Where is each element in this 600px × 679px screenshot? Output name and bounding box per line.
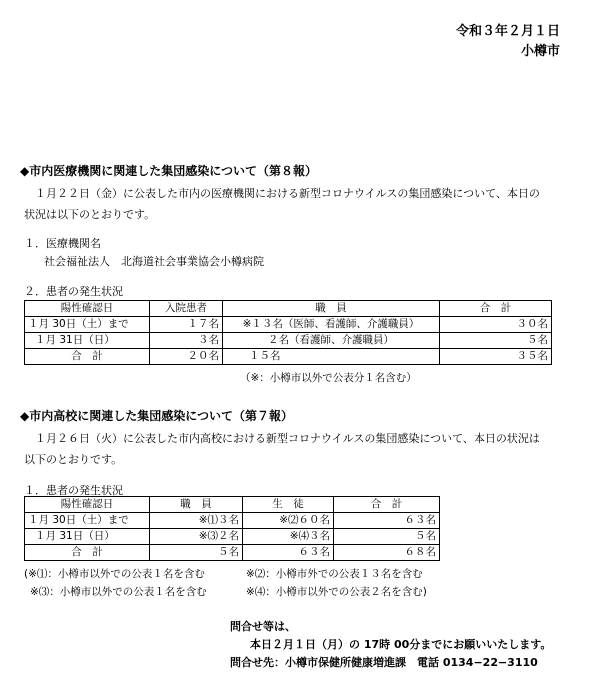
section2-note-3: ※⑶：小樽市以外での公表１名を含む: [30, 586, 207, 598]
table-row: [25, 333, 552, 349]
section2-item1-heading: １．患者の発生状況: [24, 484, 123, 497]
table-cell: １月 31日（日）: [25, 333, 150, 349]
section2-intro-line1: １月２６日（火）に公表した市内高校における新型コロナウイルスの集団感染について、本日の状況は: [24, 432, 540, 445]
table-cell: 合 計: [25, 545, 150, 561]
section2-title: ◆市内高校に関連した集団感染について（第７報）: [20, 409, 293, 423]
table-row: [25, 545, 440, 561]
table-cell: ※１３名（医師、看護師、介護職員）: [223, 317, 440, 333]
section1-intro-line1: １月２２日（金）に公表した市内の医療機関における新型コロナウイルスの集団感染について、本日の: [24, 187, 540, 200]
footer-contact-intro: 問合せ等は、: [230, 620, 296, 633]
section2-note-4: ※⑷：小樽市以外での公表２名を含む): [246, 586, 427, 598]
table-cell: ５名: [440, 333, 552, 349]
table-cell: １７名: [150, 317, 223, 333]
table-cell: ３名: [150, 333, 223, 349]
table-cell: ※⑴３名: [150, 513, 243, 529]
table-header-cell: 合 計: [334, 497, 440, 513]
table-cell: ６８名: [334, 545, 440, 561]
document-date: 令和３年２月１日: [455, 24, 560, 39]
table-cell: ５名: [334, 529, 440, 545]
table-header-cell: 陽性確認日: [25, 497, 150, 513]
footer-contact: 問合せ先：小樽市保健所健康増進課 電話 0134−22−3110: [230, 656, 538, 669]
table-header-row: [25, 497, 440, 513]
section2-note-2: ※⑵：小樽市外での公表１３名を含む: [246, 568, 423, 580]
section1-title: ◆市内医療機関に関連した集団感染について（第８報）: [20, 164, 317, 178]
section2-table: [24, 496, 440, 561]
table-cell: ２０名: [150, 349, 223, 365]
table-cell: ３５名: [440, 349, 552, 365]
table-cell: ３０名: [440, 317, 552, 333]
table-cell: ※⑷３名: [243, 529, 334, 545]
table-header-cell: 入院患者: [150, 301, 223, 317]
table-cell: １月 31日（日）: [25, 529, 150, 545]
section1-intro-line2: 状況は以下のとおりです。: [24, 208, 156, 221]
table-cell: ※⑵６０名: [243, 513, 334, 529]
table-header-row: [25, 301, 552, 317]
section2-note-1: (※⑴：小樽市以外での公表１名を含む: [24, 568, 205, 580]
table-cell: 合 計: [25, 349, 150, 365]
table-header-cell: 合 計: [440, 301, 552, 317]
table-cell: １月 30日（土）まで: [25, 513, 150, 529]
section1-note: （※：小樽市以外で公表分１名含む）: [240, 372, 417, 384]
table-row: [25, 529, 440, 545]
footer-deadline: 本日２月１日（月）の 17時 00分までにお願いいたします。: [250, 638, 552, 651]
table-cell: １５名: [223, 349, 440, 365]
table-cell: ２名（看護師、介護職員）: [223, 333, 440, 349]
table-cell: ５名: [150, 545, 243, 561]
section1-item1-heading: １．医療機関名: [24, 237, 101, 250]
table-header-cell: 職 員: [150, 497, 243, 513]
table-cell: ６３名: [243, 545, 334, 561]
document-issuer: 小樽市: [520, 44, 560, 59]
table-row: [25, 513, 440, 529]
table-row: [25, 349, 552, 365]
section2-intro-line2: 以下のとおりです。: [24, 453, 123, 466]
table-cell: ※⑶２名: [150, 529, 243, 545]
table-header-cell: 職 員: [223, 301, 440, 317]
table-header-cell: 生 徒: [243, 497, 334, 513]
table-header-cell: 陽性確認日: [25, 301, 150, 317]
section1-table: [24, 300, 552, 365]
table-row: [25, 317, 552, 333]
table-cell: ６３名: [334, 513, 440, 529]
section1-item2-heading: ２．患者の発生状況: [24, 285, 123, 298]
table-cell: １月 30日（土）まで: [25, 317, 150, 333]
section1-item1-value: 社会福祉法人 北海道社会事業協会小樽病院: [44, 255, 264, 268]
